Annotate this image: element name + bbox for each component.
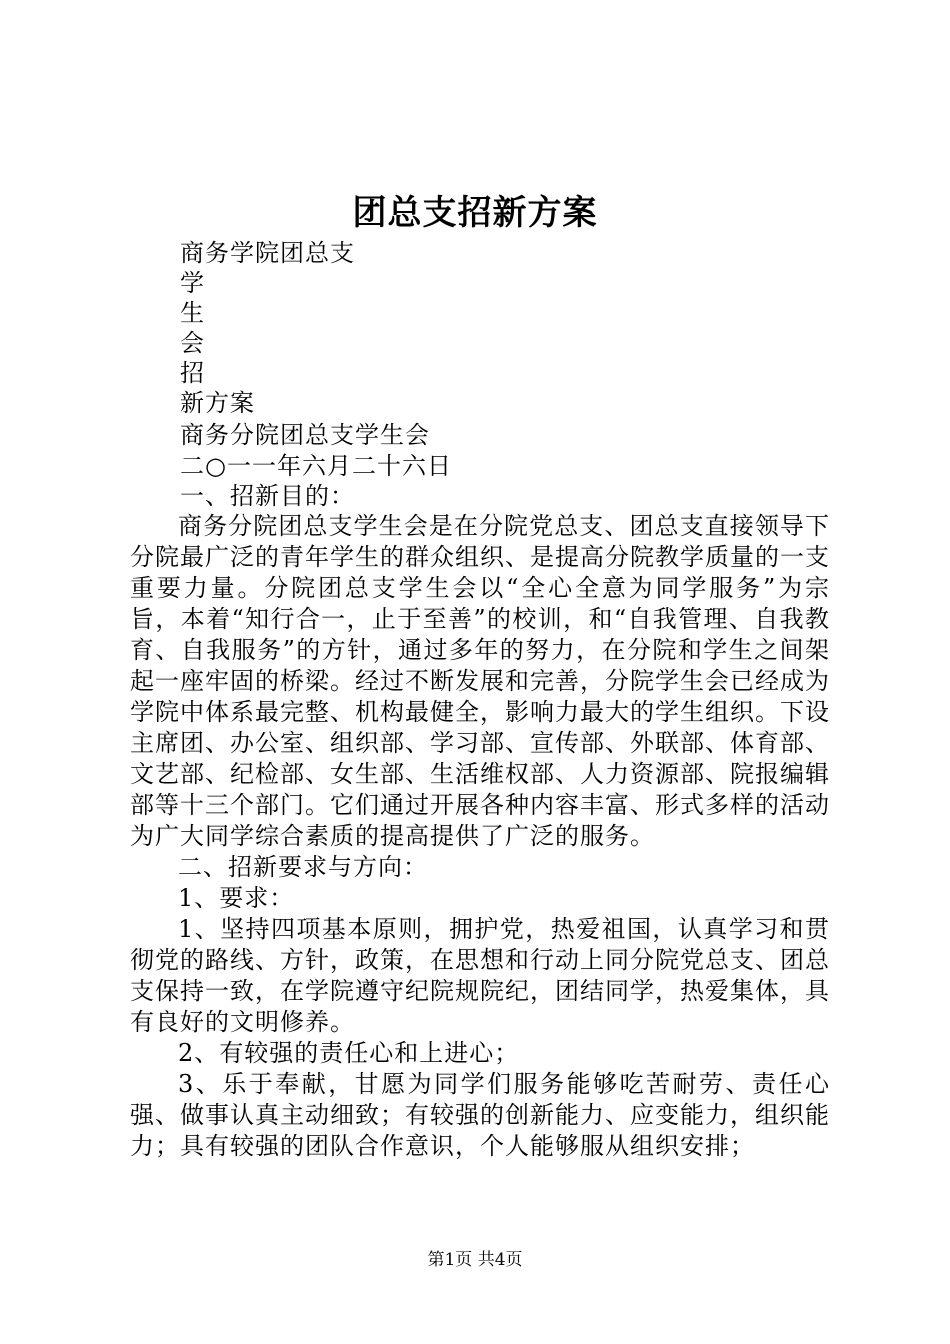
meta-line-author: 商务分院团总支学生会: [180, 421, 430, 449]
document-body: [130, 511, 830, 1162]
meta-line-char-xue: 学: [180, 269, 205, 297]
page-footer: 第1页 共4页: [427, 1250, 523, 1270]
meta-line-organization: 商务学院团总支: [180, 239, 355, 267]
requirement-item-2: 2、有较强的责任心和上进心；: [178, 1039, 520, 1067]
section-heading-purpose: 一、招新目的：: [180, 482, 355, 510]
meta-line-char-zhao: 招: [180, 359, 205, 387]
section-heading-requirements: 二、招新要求与方向：: [178, 853, 428, 881]
paragraph-introduction: 商务分院团总支学生会是在分院党总支、团总支直接领导下分院最广泛的青年学生的群众组织、是提高分院教学质量的一支重要力量。分院团总支学生会以“全心全意为同学服务”为宗旨，本着“知行合一，止于至善”的校训，和“自我管理、自我教育、自我服务”的方针，通过多年的努力，在分院和学生之间架起一座牢固的桥梁。经过不断发展和完善，分院学生会已经成为学院中体系最完整、机构最健全，影响力最大的学生组织。下设主席团、办公室、组织部、学习部、宣传部、外联部、体育部、文艺部、纪检部、女生部、生活维权部、人力资源部、院报编辑部等十三个部门。它们通过开展各种内容丰富、形式多样的活动为广大同学综合素质的提高提供了广泛的服务。: [130, 512, 830, 850]
meta-line-char-hui: 会: [180, 329, 205, 357]
meta-line-plan: 新方案: [180, 389, 255, 417]
requirement-item-3: 3、乐于奉献，甘愿为同学们服务能够吃苦耐劳、责任心强、做事认真主动细致；有较强的创新能力、应变能力，组织能力；具有较强的团队合作意识，个人能够服从组织安排；: [130, 1070, 830, 1160]
subheading-requirements: 1、要求：: [178, 884, 295, 912]
meta-line-date: 二○一一年六月二十六日: [180, 452, 452, 480]
document-title: 团总支招新方案: [352, 193, 598, 233]
meta-line-char-sheng: 生: [180, 299, 205, 327]
requirement-item-1: 1、坚持四项基本原则，拥护党，热爱祖国，认真学习和贯彻党的路线、方针，政策，在思想和行动上同分院党总支、团总支保持一致，在学院遵守纪院规院纪，团结同学，热爱集体，具有良好的文明修养。: [130, 915, 830, 1036]
